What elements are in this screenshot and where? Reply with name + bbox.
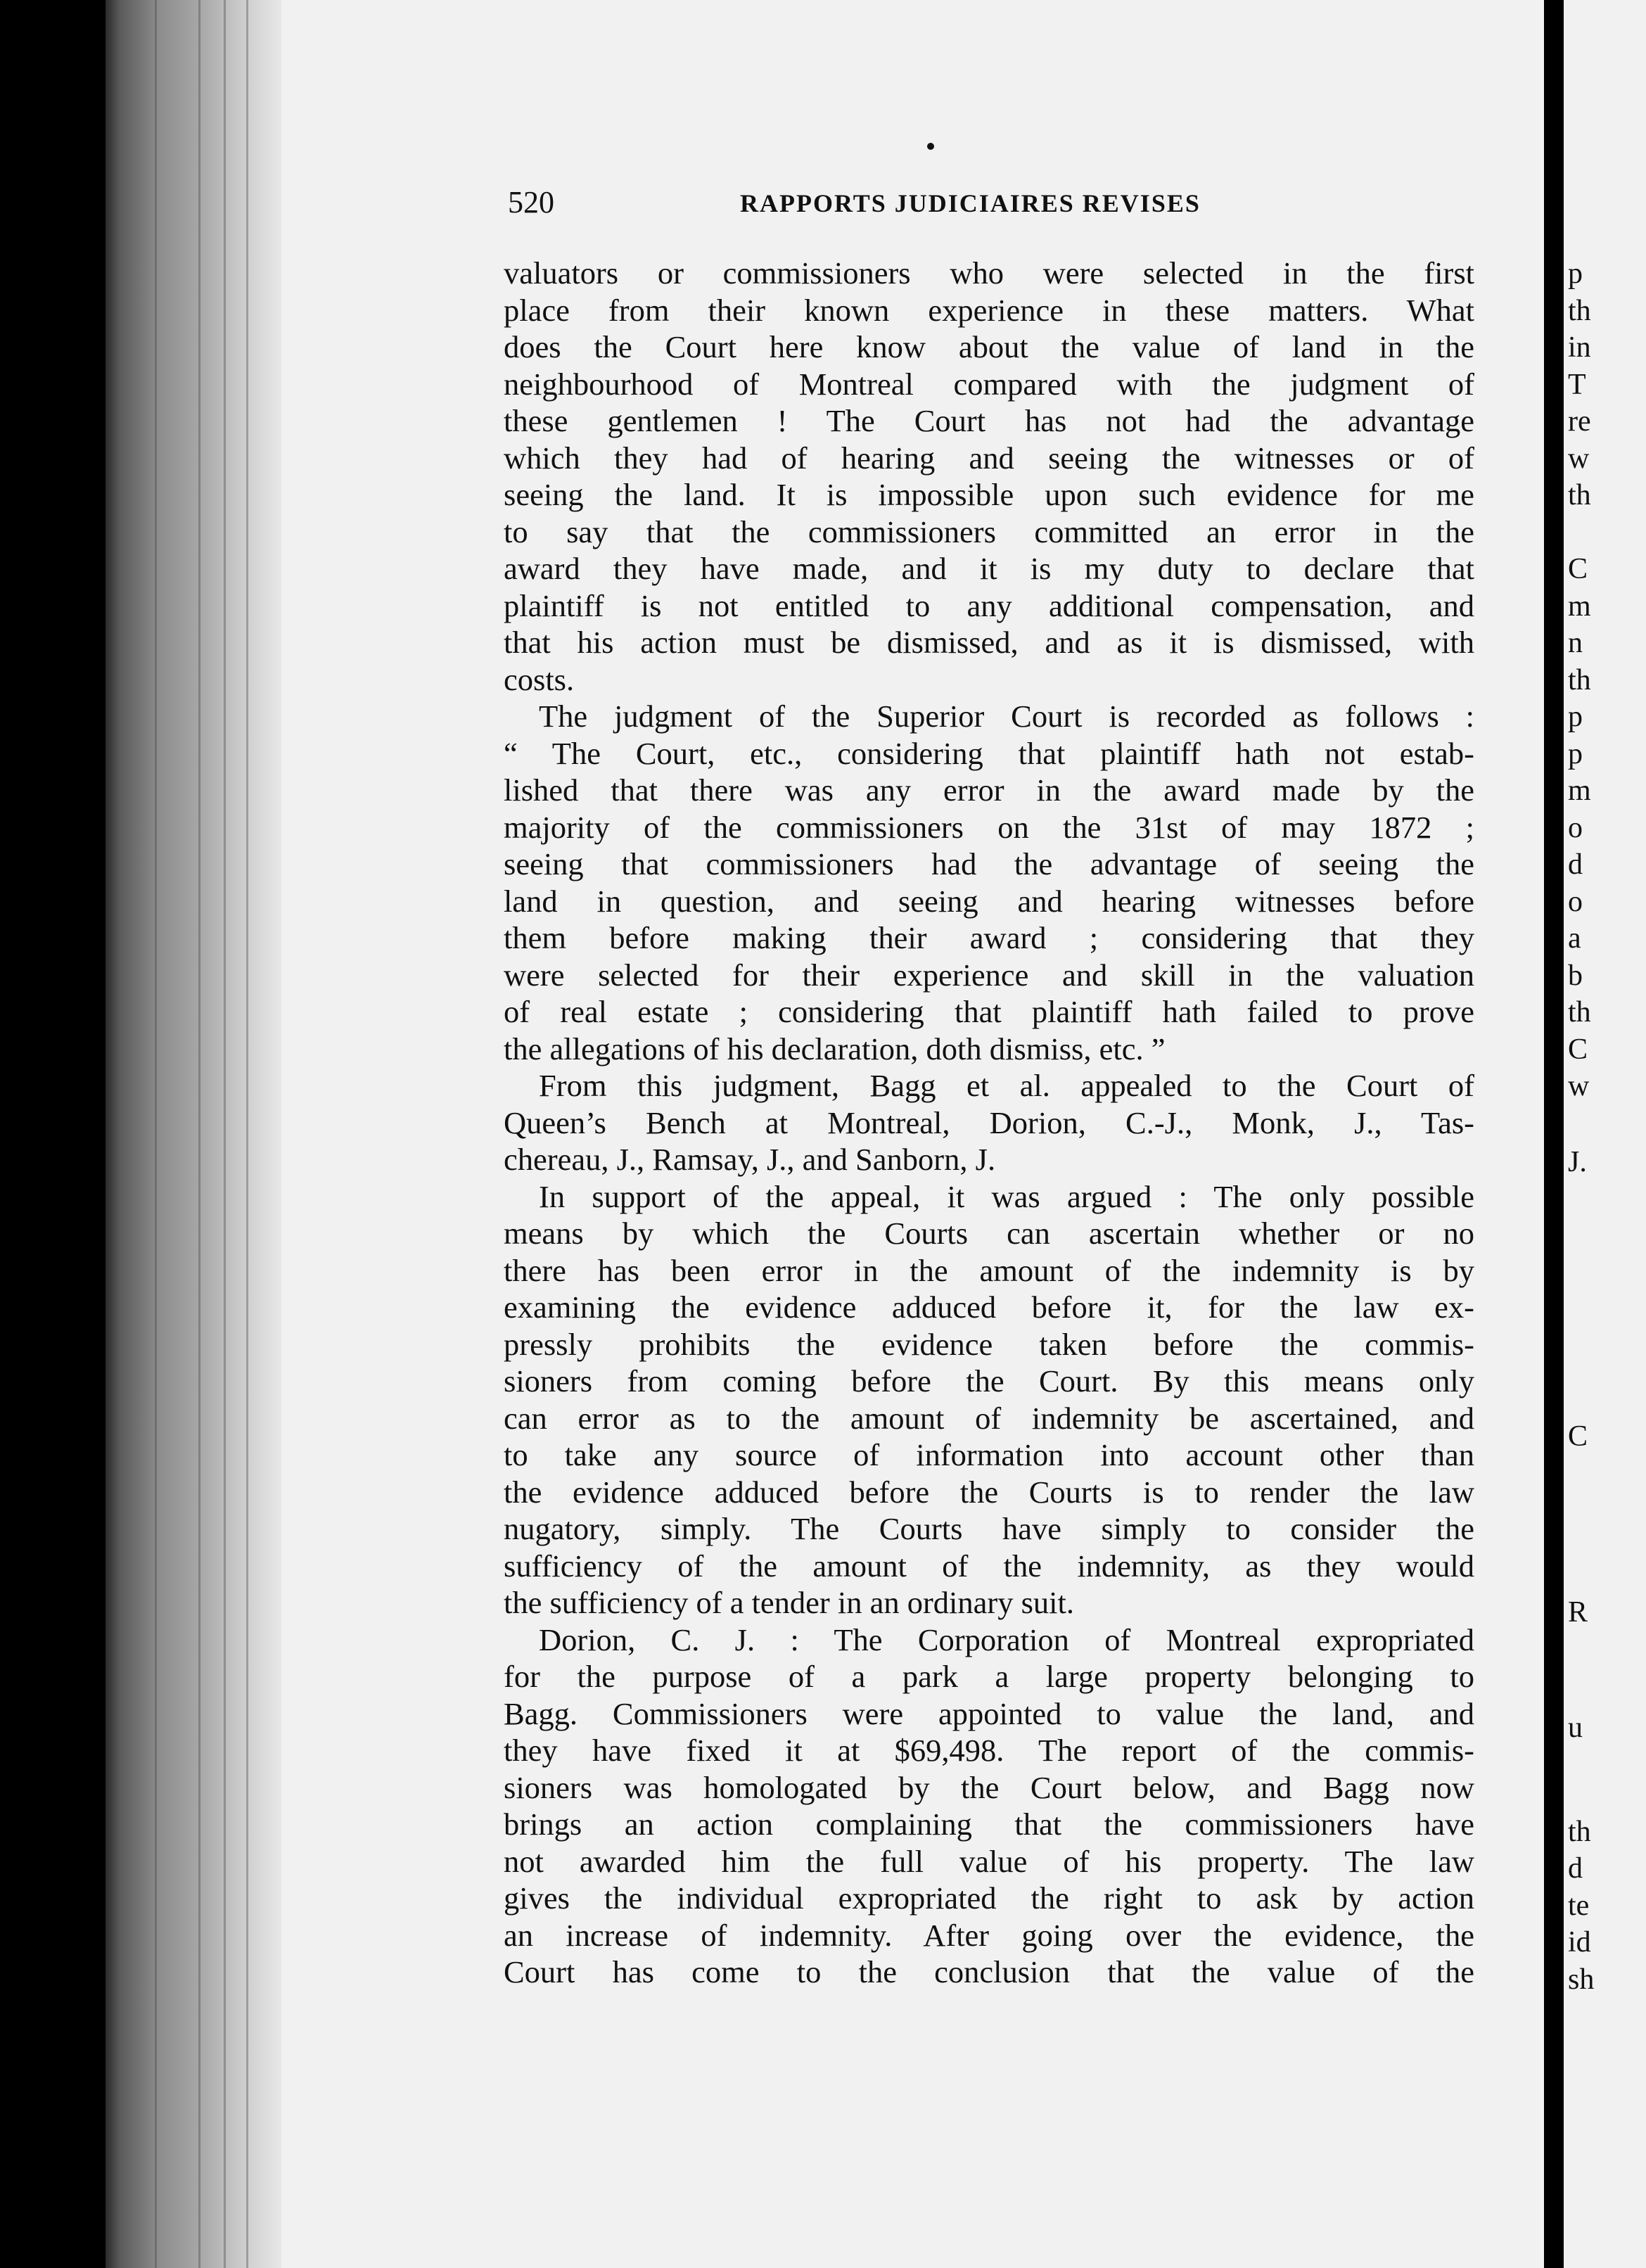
text-line: to say that the commissioners committed an error in the (504, 514, 1474, 549)
scan-border-left (0, 0, 106, 2268)
text-line: place from their known experience in these matters. What (504, 292, 1474, 328)
adjacent-fragment: J. (1568, 1146, 1587, 1178)
text-line: which they had of hearing and seeing the witnesses or of (504, 440, 1474, 476)
text-line: brings an action complaining that the commissioners have (504, 1807, 1474, 1842)
page-number: 520 (508, 185, 554, 219)
scan-divider (1544, 0, 1564, 2268)
adjacent-fragment: in (1568, 331, 1591, 364)
adjacent-fragment: w (1568, 1070, 1590, 1102)
text-line: “ The Court, etc., considering that plaintiff hath not estab- (504, 735, 1474, 771)
text-line: land in question, and seeing and hearing witnesses before (504, 883, 1474, 919)
adjacent-page-edge (1564, 0, 1646, 2268)
adjacent-fragment: th (1568, 664, 1591, 696)
text-line: neighbourhood of Montreal compared with the judgment of (504, 366, 1474, 402)
text-line: chereau, J., Ramsay, J., and Sanborn, J. (504, 1142, 996, 1177)
text-line: for the purpose of a park a large property belonging to (504, 1659, 1474, 1694)
text-line: the allegations of his declaration, doth dismiss, etc. ” (504, 1031, 1166, 1066)
adjacent-fragment: w (1568, 442, 1590, 475)
adjacent-fragment: m (1568, 775, 1591, 807)
text-line: examining the evidence adduced before it, for the law ex- (504, 1289, 1474, 1325)
text-line: not awarded him the full value of his property. The law (504, 1843, 1474, 1879)
text-line: valuators or commissioners who were selected in the first (504, 255, 1474, 291)
adjacent-fragment: p (1568, 738, 1583, 770)
text-line: majority of the commissioners on the 31st of may 1872 ; (504, 809, 1474, 845)
text-line: does the Court here know about the value of land in the (504, 329, 1474, 364)
text-line: Court has come to the conclusion that the value of the (504, 1954, 1474, 1989)
text-line: there has been error in the amount of the indemnity is by (504, 1252, 1474, 1288)
text-line: that his action must be dismissed, and as it is dismissed, with (504, 625, 1474, 660)
page-header (508, 184, 1479, 224)
text-line: The judgment of the Superior Court is recorded as follows : (539, 699, 1474, 734)
text-line: can error as to the amount of indemnity be ascertained, and (504, 1400, 1474, 1436)
text-line: In support of the appeal, it was argued : The only possible (539, 1178, 1474, 1214)
adjacent-fragment: R (1568, 1596, 1588, 1629)
adjacent-fragment: th (1568, 479, 1591, 511)
adjacent-fragment: o (1568, 886, 1583, 918)
text-line: Dorion, C. J. : The Corporation of Montreal expropriated (539, 1622, 1474, 1657)
ink-speck (927, 143, 934, 150)
adjacent-fragment: C (1568, 1420, 1588, 1453)
adjacent-fragment: p (1568, 257, 1583, 290)
adjacent-fragment: C (1568, 1033, 1588, 1066)
text-line: seeing that commissioners had the advantage of seeing the (504, 846, 1474, 881)
adjacent-fragment: C (1568, 553, 1588, 585)
body-text (504, 255, 1474, 1991)
text-line: were selected for their experience and skill in the valuation (504, 957, 1474, 993)
text-line: the sufficiency of a tender in an ordinary suit. (504, 1585, 1075, 1620)
adjacent-fragment: sh (1568, 1963, 1595, 1996)
text-line: an increase of indemnity. After going over the evidence, the (504, 1917, 1474, 1953)
text-line: lished that there was any error in the award made by the (504, 772, 1474, 808)
text-line: costs. (504, 661, 575, 697)
text-line: the evidence adduced before the Courts is to render the law (504, 1474, 1474, 1510)
text-line: means by which the Courts can ascertain whether or no (504, 1216, 1474, 1251)
adjacent-fragment: d (1568, 1852, 1583, 1885)
adjacent-fragment: re (1568, 405, 1591, 438)
adjacent-fragment: d (1568, 848, 1583, 881)
book-gutter (106, 0, 281, 2268)
text-line: gives the individual expropriated the right to ask by action (504, 1880, 1474, 1916)
text-line: sioners from coming before the Court. By this means only (504, 1363, 1474, 1399)
text-line: of real estate ; considering that plaintiff hath failed to prove (504, 994, 1474, 1029)
adjacent-fragment: o (1568, 812, 1583, 844)
adjacent-fragment: p (1568, 701, 1583, 733)
text-line: plaintiff is not entitled to any additional compensation, and (504, 587, 1474, 623)
text-line: seeing the land. It is impossible upon such evidence for me (504, 477, 1474, 512)
text-line: From this judgment, Bagg et al. appealed to the Court of (539, 1068, 1474, 1103)
text-line: pressly prohibits the evidence taken before the commis- (504, 1326, 1474, 1362)
adjacent-fragment: u (1568, 1712, 1583, 1744)
text-line: award they have made, and it is my duty to declare that (504, 551, 1474, 586)
adjacent-fragment: id (1568, 1926, 1591, 1958)
text-line: these gentlemen ! The Court has not had the advantage (504, 403, 1474, 438)
adjacent-fragment: th (1568, 295, 1591, 327)
running-title: RAPPORTS JUDICIAIRES REVISES (740, 189, 1201, 217)
text-line: Queen’s Bench at Montreal, Dorion, C.-J., Monk, J., Tas- (504, 1104, 1474, 1140)
text-line: they have fixed it at $69,498. The report of the commis- (504, 1733, 1474, 1768)
text-line: sufficiency of the amount of the indemnity, as they would (504, 1548, 1474, 1584)
adjacent-fragment: b (1568, 960, 1583, 992)
adjacent-fragment: m (1568, 590, 1591, 623)
adjacent-fragment: th (1568, 996, 1591, 1028)
adjacent-fragment: a (1568, 922, 1581, 955)
text-line: to take any source of information into account other than (504, 1437, 1474, 1472)
text-line: sioners was homologated by the Court below, and Bagg now (504, 1769, 1474, 1805)
text-line: Bagg. Commissioners were appointed to value the land, and (504, 1695, 1474, 1731)
adjacent-fragment: n (1568, 627, 1583, 659)
adjacent-fragment: th (1568, 1816, 1591, 1848)
text-line: nugatory, simply. The Courts have simply to consider the (504, 1511, 1474, 1546)
text-line: them before making their award ; considering that they (504, 920, 1474, 955)
adjacent-fragment: te (1568, 1890, 1590, 1922)
adjacent-fragment: T (1568, 369, 1586, 401)
